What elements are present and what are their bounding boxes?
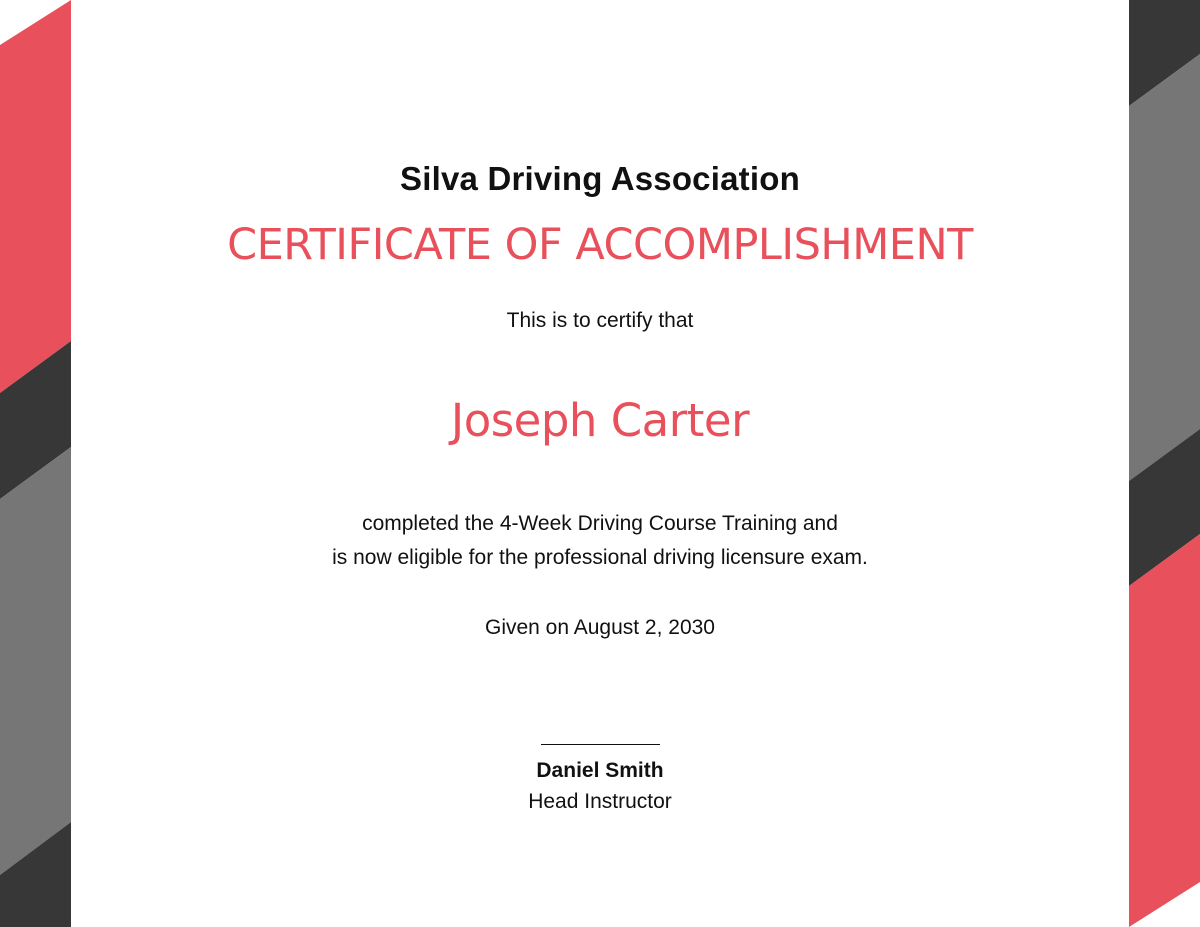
left-border-stripes [0,0,71,927]
description-line-2: is now eligible for the professional driving licensure exam. [332,546,868,569]
certificate-content [71,0,1129,927]
right-stripe-red [1129,534,1200,927]
certificate-title: CERTIFICATE OF ACCOMPLISHMENT [227,220,973,270]
signer-title: Head Instructor [528,790,672,813]
right-decorative-border [1129,0,1200,927]
accomplishment-description [71,507,1129,575]
recipient-name: Joseph Carter [450,394,750,447]
right-border-stripes [1129,0,1200,927]
left-stripe-red [0,0,71,393]
signature-line [541,744,660,745]
signer-name: Daniel Smith [536,759,664,782]
certify-intro-text: This is to certify that [506,309,694,332]
organization-name: Silva Driving Association [400,160,800,197]
issue-date: Given on August 2, 2030 [484,616,715,639]
left-decorative-border [0,0,71,927]
left-stripe-gray [0,447,71,875]
description-line-1: completed the 4-Week Driving Course Training and [362,512,838,535]
right-stripe-gray [1129,54,1200,481]
